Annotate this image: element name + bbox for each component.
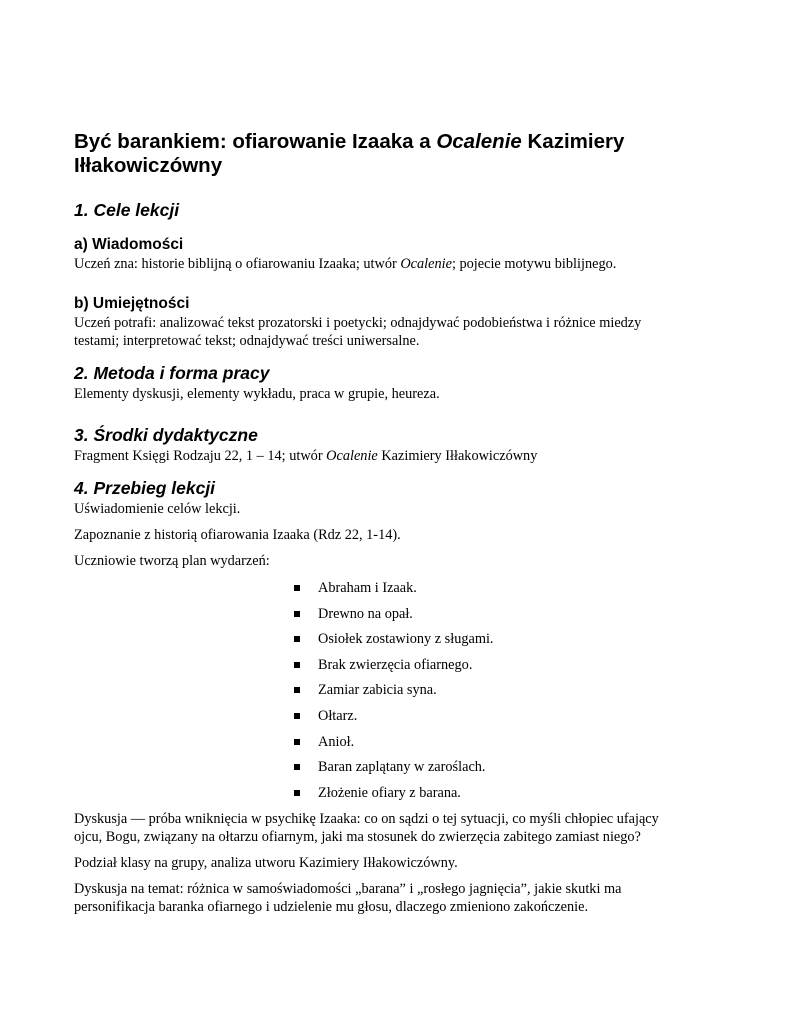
title-part2: Kazimiery <box>521 130 625 153</box>
title-italic: Ocalenie <box>436 130 522 153</box>
course-p6-line2: personifikacja baranka ofiarnego i udzielenie mu głosu, dlaczego zmieniono zakończenie. <box>74 898 589 915</box>
list-item-text: Osiołek zostawiony z sługami. <box>318 631 494 648</box>
bullet-square-icon <box>294 687 300 693</box>
list-item-text: Brak zwierzęcia ofiarnego. <box>318 656 473 673</box>
course-p4-line2: ojcu, Bogu, związany na ołtarzu ofiarnym, jaki ma stosunek do zwierzęcia zabitego zamiast niego? <box>74 828 641 845</box>
list-item-text: Ołtarz. <box>318 707 358 724</box>
list-item-text: Anioł. <box>318 733 355 750</box>
list-item <box>292 656 791 674</box>
list-item <box>292 605 791 623</box>
course-p4 <box>74 810 724 846</box>
document-page <box>74 130 724 916</box>
list-item <box>292 579 791 597</box>
means-text <box>74 447 724 465</box>
list-item <box>292 758 791 776</box>
list-item <box>292 707 791 725</box>
course-p3: Uczniowie tworzą plan wydarzeń: <box>74 553 270 569</box>
list-item <box>292 630 791 648</box>
bullet-square-icon <box>294 611 300 617</box>
method-heading: 2. Metoda i forma pracy <box>74 363 270 383</box>
event-plan-list <box>292 579 791 802</box>
knowledge-text-1: Uczeń zna: historie biblijną o ofiarowaniu Izaaka; utwór <box>74 256 401 272</box>
method-text: Elementy dyskusji, elementy wykładu, praca w grupie, heureza. <box>74 386 440 402</box>
list-item <box>292 733 791 751</box>
skills-line1: Uczeń potrafi: analizować tekst prozatorski i poetycki; odnajdywać podobieństwa i różnice miedzy <box>74 315 642 331</box>
document-title <box>74 130 724 178</box>
course-heading: 4. Przebieg lekcji <box>74 478 216 498</box>
bullet-square-icon <box>294 636 300 642</box>
title-part1: Być barankiem: ofiarowanie Izaaka a <box>74 130 437 153</box>
skills-heading: b) Umiejętności <box>74 295 190 312</box>
title-line2: Iłłakowiczówny <box>74 154 223 177</box>
list-item <box>292 784 791 802</box>
skills-line2: testami; interpretować tekst; odnajdywać treści uniwersalne. <box>74 333 420 349</box>
list-item-text: Drewno na opał. <box>318 605 413 622</box>
knowledge-text <box>74 255 724 273</box>
bullet-square-icon <box>294 662 300 668</box>
course-p6-line1: Dyskusja na temat: różnica w samoświadomości „barana” i „rosłego jagnięcia”, jakie skutki ma <box>74 880 622 897</box>
course-p4-line1: Dyskusja — próba wniknięcia w psychikę Izaaka: co on sądzi o tej sytuacji, co myśli chłopiec ufający <box>74 810 659 827</box>
means-heading: 3. Środki dydaktyczne <box>74 425 258 445</box>
bullet-square-icon <box>294 739 300 745</box>
list-item-text: Zamiar zabicia syna. <box>318 682 437 699</box>
course-p6 <box>74 880 724 916</box>
means-text-1: Fragment Księgi Rodzaju 22, 1 – 14; utwór <box>74 448 327 464</box>
bullet-square-icon <box>294 764 300 770</box>
course-p2: Zapoznanie z historią ofiarowania Izaaka (Rdz 22, 1-14). <box>74 527 401 543</box>
course-p5: Podział klasy na grupy, analiza utworu Kazimiery Iłłakowiczówny. <box>74 854 458 871</box>
bullet-square-icon <box>294 790 300 796</box>
goals-heading: 1. Cele lekcji <box>74 200 180 220</box>
list-item-text: Złożenie ofiary z barana. <box>318 784 461 801</box>
knowledge-text-2: ; pojecie motywu biblijnego. <box>451 256 617 272</box>
bullet-square-icon <box>294 585 300 591</box>
course-p1: Uświadomienie celów lekcji. <box>74 501 241 517</box>
list-item-text: Baran zaplątany w zaroślach. <box>318 759 486 776</box>
bullet-square-icon <box>294 713 300 719</box>
means-text-2: Kazimiery Iłłakowiczówny <box>377 448 538 464</box>
means-text-italic: Ocalenie <box>326 448 378 464</box>
knowledge-heading: a) Wiadomości <box>74 236 184 253</box>
list-item <box>292 681 791 699</box>
list-item-text: Abraham i Izaak. <box>318 580 417 596</box>
knowledge-text-italic: Ocalenie <box>400 256 452 272</box>
skills-text <box>74 314 724 350</box>
